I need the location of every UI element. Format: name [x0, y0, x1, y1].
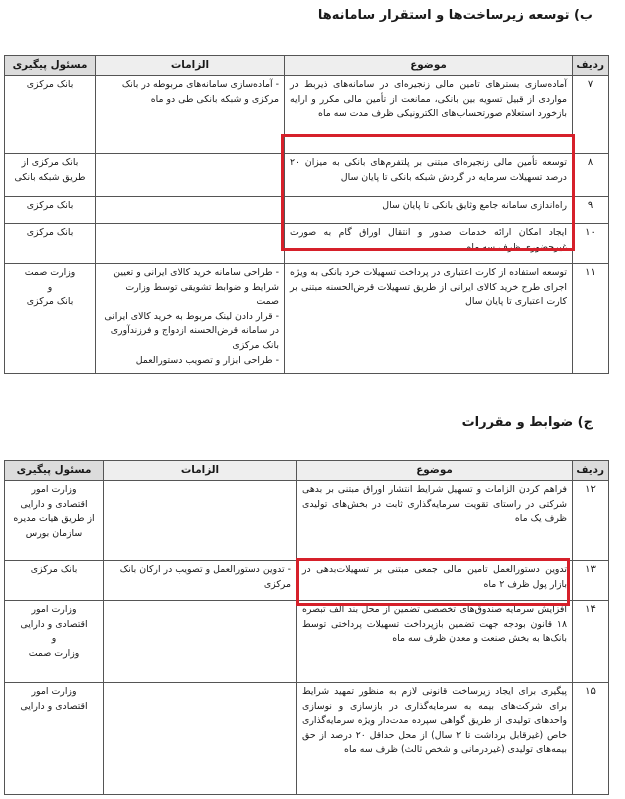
- row-number: ۱۵: [573, 683, 609, 795]
- responsible-line: اقتصادی و دارایی: [20, 498, 88, 510]
- table-row: [5, 561, 609, 601]
- section-b-heading: ب) توسعه زیرساخت‌ها و استقرار سامانه‌ها: [317, 8, 593, 23]
- responsible-line: اقتصادی و دارایی: [20, 700, 88, 712]
- col-header-responsible: مسئول پیگیری: [5, 461, 104, 481]
- table-row: [5, 154, 609, 197]
- responsible-line: وزارت صمت: [28, 647, 80, 659]
- section-c-heading: ج) ضوابط و مقررات: [461, 415, 593, 430]
- table-header-row: [5, 56, 609, 76]
- responsible-cell: [5, 561, 104, 601]
- table-row: [5, 601, 609, 683]
- requirement-item: - آماده‌سازی سامانه‌های مربوطه در بانک مرکزی و شبکه بانکی طی دو ماه: [121, 79, 279, 105]
- responsible-cell: [5, 264, 96, 374]
- requirements-cell: [104, 481, 297, 561]
- row-number: ۸: [573, 154, 609, 197]
- row-number: ۷: [573, 76, 609, 154]
- col-header-responsible: مسئول پیگیری: [5, 56, 96, 76]
- responsible-line: بانک مرکزی: [26, 296, 74, 308]
- responsible-line: و: [47, 281, 53, 293]
- row-number: ۹: [573, 197, 609, 224]
- requirement-item: - تدوین دستورالعمل و تصویب در ارکان بانک مرکزی: [119, 564, 291, 590]
- responsible-line: بانک مرکزی: [30, 564, 78, 575]
- col-header-row: ردیف: [573, 461, 609, 481]
- col-header-topic: موضوع: [297, 461, 573, 481]
- requirement-item: - طراحی ابزار و تصویب دستورالعمل: [135, 354, 279, 366]
- col-header-requirements: الزامات: [104, 461, 297, 481]
- table-row: [5, 683, 609, 795]
- row-number: ۱۴: [573, 601, 609, 683]
- requirements-cell: [96, 224, 285, 264]
- responsible-line: طریق شبکه بانکی: [14, 171, 86, 183]
- responsible-cell: [5, 197, 96, 224]
- topic-cell: توسعه استفاده از کارت اعتباری در پرداخت تسهیلات خرد بانکی به ویژه اجرای طرح خرید کالای ایرانی از طریق تسهیلات قرض‌الحسنه مبتنی بر کارت اعتباری تا پایان سال: [285, 264, 573, 374]
- topic-cell: پیگیری برای ایجاد زیرساخت قانونی لازم به منظور تمهید شرایط برای شرکت‌های بیمه به سرمایه‌گذاری در بازسازی و نوسازی واحدهای تولیدی از طریق گواهی سپرده مدت‌دار ویژه سرمایه‌گذاری خاص (غیرقابل برداشت تا ۲ سال) از محل حداقل ۲۰ درصد از حق بیمه‌های تولیدی (غیردرمانی و شخص ثالث) ظرف سه ماه: [297, 683, 573, 795]
- topic-cell: راه‌اندازی سامانه جامع وثایق بانکی تا پایان سال: [285, 197, 573, 224]
- col-header-requirements: الزامات: [96, 56, 285, 76]
- section-b-table: [4, 55, 609, 374]
- topic-cell: تدوین دستورالعمل تامین مالی جمعی مبتنی بر تسهیلات‌بدهی در بازار پول ظرف ۲ ماه: [297, 561, 573, 601]
- requirements-cell: [96, 264, 285, 374]
- responsible-line: وزارت صمت: [24, 267, 76, 278]
- responsible-cell: [5, 224, 96, 264]
- row-number: ۱۱: [573, 264, 609, 374]
- responsible-cell: [5, 601, 104, 683]
- responsible-cell: [5, 683, 104, 795]
- topic-cell: ایجاد امکان ارائه خدمات صدور و انتقال اوراق گام به صورت غیرحضوری ظرف سه ماه: [285, 224, 573, 264]
- responsible-line: وزارت امور: [31, 686, 77, 697]
- requirements-cell: [104, 683, 297, 795]
- responsible-line: از طریق هیات مدیره: [13, 513, 95, 525]
- topic-cell: آماده‌سازی بسترهای تامین مالی زنجیره‌ای در سامانه‌های ذیربط در مواردی از قبیل تسویه بین بانکی، ممانعت از تأمین مالی مکرر و ارایه بازخورد استعلام صورتحساب‌های الکترونیکی ظرف مدت سه ماه: [285, 76, 573, 154]
- responsible-line: وزارت امور: [31, 484, 77, 495]
- row-number: ۱۰: [573, 224, 609, 264]
- responsible-line: اقتصادی و دارایی: [20, 618, 88, 630]
- table-row: [5, 76, 609, 154]
- table-row: [5, 264, 609, 374]
- table-row: [5, 224, 609, 264]
- requirement-item: - طراحی سامانه خرید کالای ایرانی و تعیین شرایط و ضوابط تشویقی توسط وزارت صمت: [113, 267, 279, 308]
- table-header-row: [5, 461, 609, 481]
- requirements-cell: [96, 76, 285, 154]
- row-number: ۱۲: [573, 481, 609, 561]
- requirements-cell: [104, 561, 297, 601]
- responsible-line: بانک مرکزی: [26, 79, 74, 90]
- responsible-line: بانک مرکزی: [26, 227, 74, 238]
- row-number: ۱۳: [573, 561, 609, 601]
- responsible-line: بانک مرکزی: [26, 200, 74, 211]
- responsible-line: و: [51, 633, 57, 645]
- col-header-row: ردیف: [573, 56, 609, 76]
- responsible-cell: [5, 76, 96, 154]
- requirements-cell: [96, 197, 285, 224]
- topic-cell: توسعه تأمین مالی زنجیره‌ای مبتنی بر پلتفرم‌های بانکی به میزان ۲۰ درصد تسهیلات سرمایه در گردش شبکه بانکی تا پایان سال: [285, 154, 573, 197]
- requirements-cell: [104, 601, 297, 683]
- responsible-line: سازمان بورس: [25, 527, 83, 539]
- table-row: [5, 481, 609, 561]
- responsible-cell: [5, 154, 96, 197]
- requirements-cell: [96, 154, 285, 197]
- col-header-topic: موضوع: [285, 56, 573, 76]
- responsible-line: وزارت امور: [31, 604, 77, 615]
- table-row: [5, 197, 609, 224]
- responsible-cell: [5, 481, 104, 561]
- topic-cell: فراهم کردن الزامات و تسهیل شرایط انتشار اوراق مبتنی بر بدهی شرکتی در راستای تقویت سرمایه‌گذاری ثابت در بخش‌های تولیدی ظرف یک ماه: [297, 481, 573, 561]
- requirement-item: - قرار دادن لینک مربوط به خرید کالای ایرانی در سامانه قرض‌الحسنه ازدواج و فرزندآوری بانک مرکزی: [104, 310, 279, 351]
- section-c-table: [4, 460, 609, 795]
- topic-cell: افزایش سرمایه صندوق‌های تخصصی تضمین از محل بند الف تبصره ۱۸ قانون بودجه جهت تضمین بازپرداخت تسهیلات پرداختی توسط بانک‌ها به بخش صنعت و معدن ظرف سه ماه: [297, 601, 573, 683]
- responsible-line: بانک مرکزی از: [21, 157, 79, 168]
